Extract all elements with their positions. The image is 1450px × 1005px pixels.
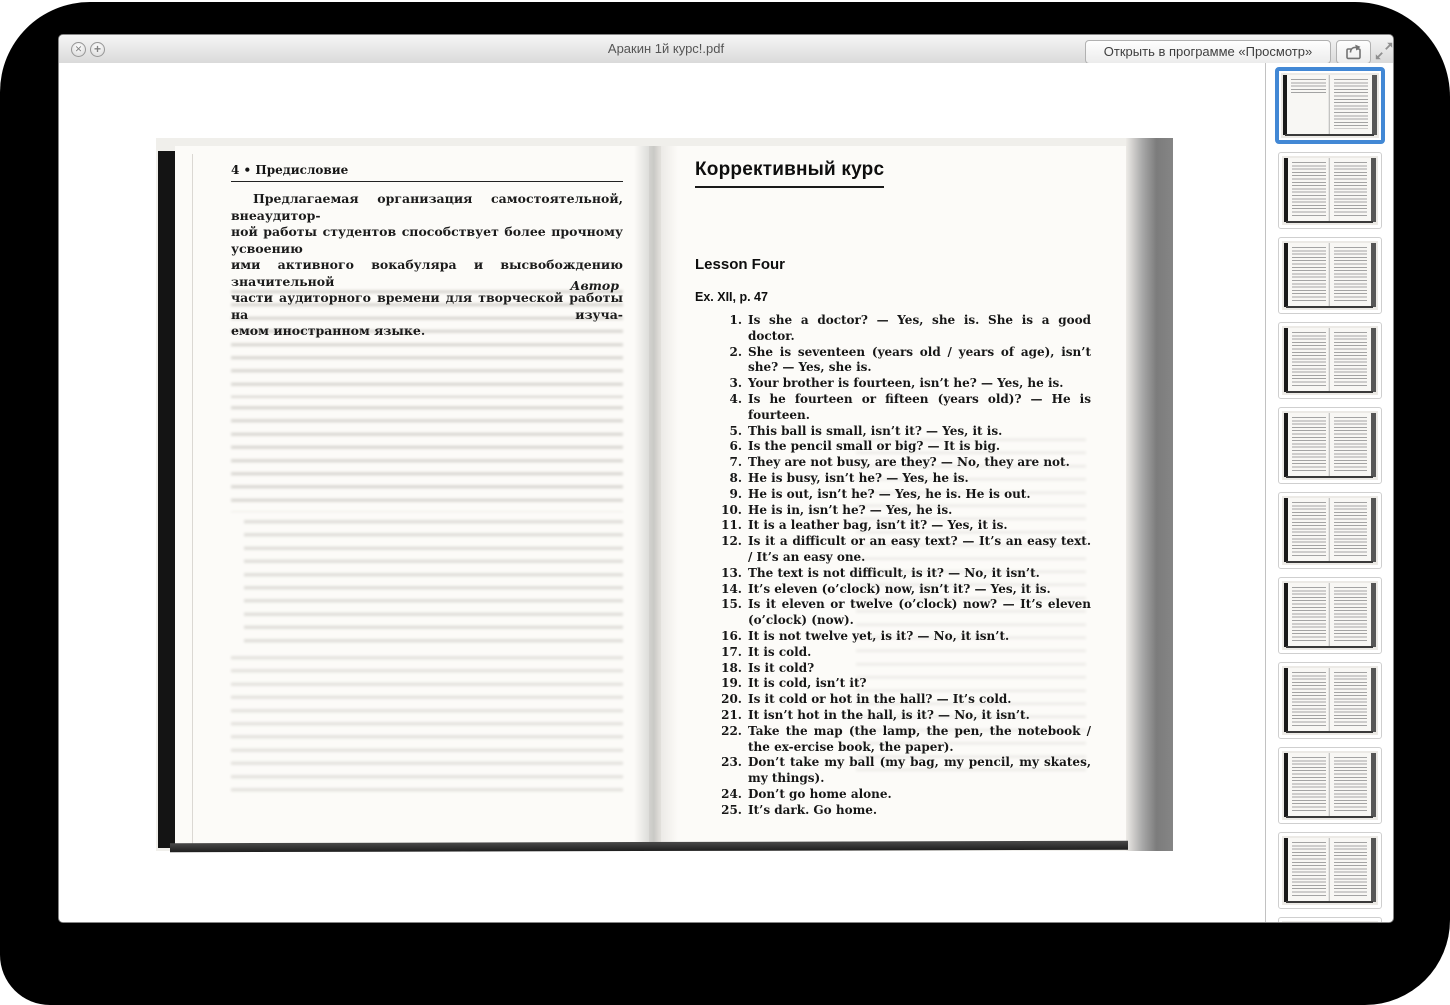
item-number: 23. [721,755,742,770]
exercise-item [713,724,1091,756]
item-number: 14. [721,581,742,596]
item-text: Is the pencil small or big? — It is big. [748,439,1001,454]
header-rule [231,181,623,182]
page-thumbnail[interactable] [1278,492,1382,569]
exercise-item [713,692,1091,708]
item-text: He is in, isn’t he? — Yes, he is. [748,502,953,517]
showthrough-text [231,656,623,798]
item-text: They are not busy, are they? — No, they are not. [748,455,1070,470]
item-text: It’s dark. Go home. [748,802,878,817]
exercise-item [713,629,1091,645]
thumbnail-spread [1282,241,1378,310]
item-number: 17. [721,644,742,659]
exercise-item [713,471,1091,487]
page-thumbnail-selected[interactable] [1275,67,1385,144]
book-scan-image [156,138,1173,851]
book-right-edge [1126,138,1173,851]
item-text: The text is not difficult, is it? — No, it isn’t. [748,565,1040,580]
item-text: Is it cold or hot in the hall? — It’s cold. [748,692,1012,707]
item-text: It is cold. [748,644,812,659]
item-number: 1. [729,313,742,327]
exercise-item [713,313,1091,345]
pdf-viewer-pane[interactable] [59,63,1265,922]
item-number: 12. [721,534,742,549]
exercise-item [713,376,1091,392]
book-left-edge [158,151,175,848]
item-number: 3. [729,376,742,391]
item-text: Don’t go home alone. [748,786,892,801]
item-text: Is it eleven or twelve (o’clock) now? — It’s eleven (o’clock) (now). [748,597,1091,628]
item-text: Take the map (the lamp, the pen, the notebook / the ex-ercise book, the paper). [748,723,1091,754]
page-thumbnail[interactable] [1278,662,1382,739]
item-number: 13. [721,565,742,580]
exercise-item [713,676,1091,692]
item-number: 11. [721,518,742,533]
preface-paragraph [231,191,623,340]
exercise-item [713,487,1091,503]
thumbnail-spread [1282,156,1378,225]
item-text: This ball is small, isn’t it? — Yes, it is. [748,423,1003,438]
page-thumbnail[interactable] [1278,747,1382,824]
item-number: 9. [729,486,742,501]
item-text: It is cold, isn’t it? [748,676,867,691]
exercise-item [713,455,1091,471]
item-number: 21. [721,707,742,722]
item-text: Is he fourteen or fifteen (years old)? — He is fourteen. [748,391,1091,422]
exercise-item [713,597,1091,629]
item-number: 4. [729,391,742,406]
open-in-preview-button[interactable]: Открыть в программе «Просмотр» [1085,40,1331,64]
exercise-item [713,503,1091,519]
exercise-item [713,345,1091,377]
exercise-item [713,755,1091,787]
exercise-item [713,803,1091,819]
close-icon[interactable]: ✕ [71,42,86,57]
exercise-item [713,566,1091,582]
showthrough-text [231,406,623,512]
exercise-item [713,439,1091,455]
item-text: He is busy, isn’t he? — Yes, he is. [748,470,969,485]
paragraph-line: ими активного вокабуляра и высвобождению значительной [231,257,623,289]
exercise-item [713,708,1091,724]
item-text: Is she a doctor? — Yes, she is. She is a good doctor. [748,313,1091,343]
page-thumbnail[interactable] [1278,832,1382,909]
item-number: 25. [721,802,742,817]
zoom-icon[interactable]: + [90,42,105,57]
thumbnail-sidebar[interactable] [1265,63,1393,922]
exercise-item [713,424,1091,440]
quicklook-window [58,34,1394,923]
chapter-title: Коррективный курс [695,159,884,188]
item-number: 5. [729,423,742,438]
item-number: 24. [721,786,742,801]
item-number: 6. [729,439,742,454]
item-number: 22. [721,723,742,738]
item-number: 20. [721,692,742,707]
item-text: He is out, isn’t he? — Yes, he is. He is out. [748,486,1031,501]
item-text: Is it a difficult or an easy text? — It’s an easy text. / It’s an easy one. [748,534,1091,564]
item-number: 19. [721,676,742,691]
page-thumbnail[interactable] [1278,237,1382,314]
exercise-reference: Ex. XII, p. 47 [695,290,768,304]
item-number: 18. [721,660,742,675]
paragraph-line: ной работы студентов способствует более прочному усвоению [231,224,623,256]
preface-page-header: 4 • Предисловие [231,163,349,177]
item-text: Is it cold? [748,660,815,675]
item-text: Your brother is fourteen, isn’t he? — Yes, he is. [748,376,1064,391]
page-thumbnail[interactable] [1278,917,1382,922]
window-title: Аракин 1й курс!.pdf [607,41,725,56]
thumbnail-spread [1282,411,1378,480]
thumbnail-spread [1282,921,1378,922]
item-number: 10. [721,502,742,517]
thumbnail-spread [1281,73,1379,138]
item-text: It is not twelve yet, is it? — No, it isn’t. [748,628,1010,643]
thumbnail-spread [1282,751,1378,820]
page-thumbnail[interactable] [1278,577,1382,654]
showthrough-text [244,520,623,648]
item-number: 8. [729,470,742,485]
exercise-item [713,392,1091,424]
item-number: 15. [721,597,742,612]
item-text: It isn’t hot in the hall, is it? — No, it isn’t. [748,707,1030,722]
thumbnail-spread [1282,836,1378,905]
page-thumbnail[interactable] [1278,407,1382,484]
item-number: 16. [721,628,742,643]
page-edge-line [192,154,193,844]
item-text: It is a leather bag, isn’t it? — Yes, it is. [748,518,1008,533]
share-button[interactable] [1336,40,1371,64]
paragraph-line: части аудиторного времени для творческой работы на изуча- [231,290,623,322]
item-number: 2. [729,344,742,359]
page-thumbnail[interactable] [1278,322,1382,399]
thumbnail-spread [1282,581,1378,650]
book-spine-shadow [634,146,678,848]
titlebar [59,35,1393,64]
exercise-item [713,582,1091,598]
thumbnail-spread [1282,666,1378,735]
fullscreen-button[interactable] [1374,41,1394,61]
thumbnail-spread [1282,326,1378,395]
paragraph-line: емом иностранном языке. [231,323,426,338]
author-signature: Автор [570,278,619,293]
item-text: Don’t take my ball (my bag, my pencil, my skates, my things). [748,755,1091,786]
lesson-title: Lesson Four [695,256,786,273]
thumbnail-spread [1282,496,1378,565]
exercise-list [713,313,1091,819]
exercise-item [713,661,1091,677]
exercise-item [713,787,1091,803]
page-thumbnail[interactable] [1278,152,1382,229]
book-bottom-edge [170,841,1128,853]
share-icon [1344,47,1364,64]
item-text: She is seventeen (years old / years of age), isn’t she? — Yes, she is. [748,344,1091,375]
item-text: It’s eleven (o’clock) now, isn’t it? — Yes, it is. [748,581,1051,596]
exercise-item [713,645,1091,661]
exercise-item [713,518,1091,534]
item-number: 7. [729,455,742,470]
exercise-item [713,534,1091,566]
paragraph-line: Предлагаемая организация самостоятельной, внеаудитор- [231,191,623,223]
